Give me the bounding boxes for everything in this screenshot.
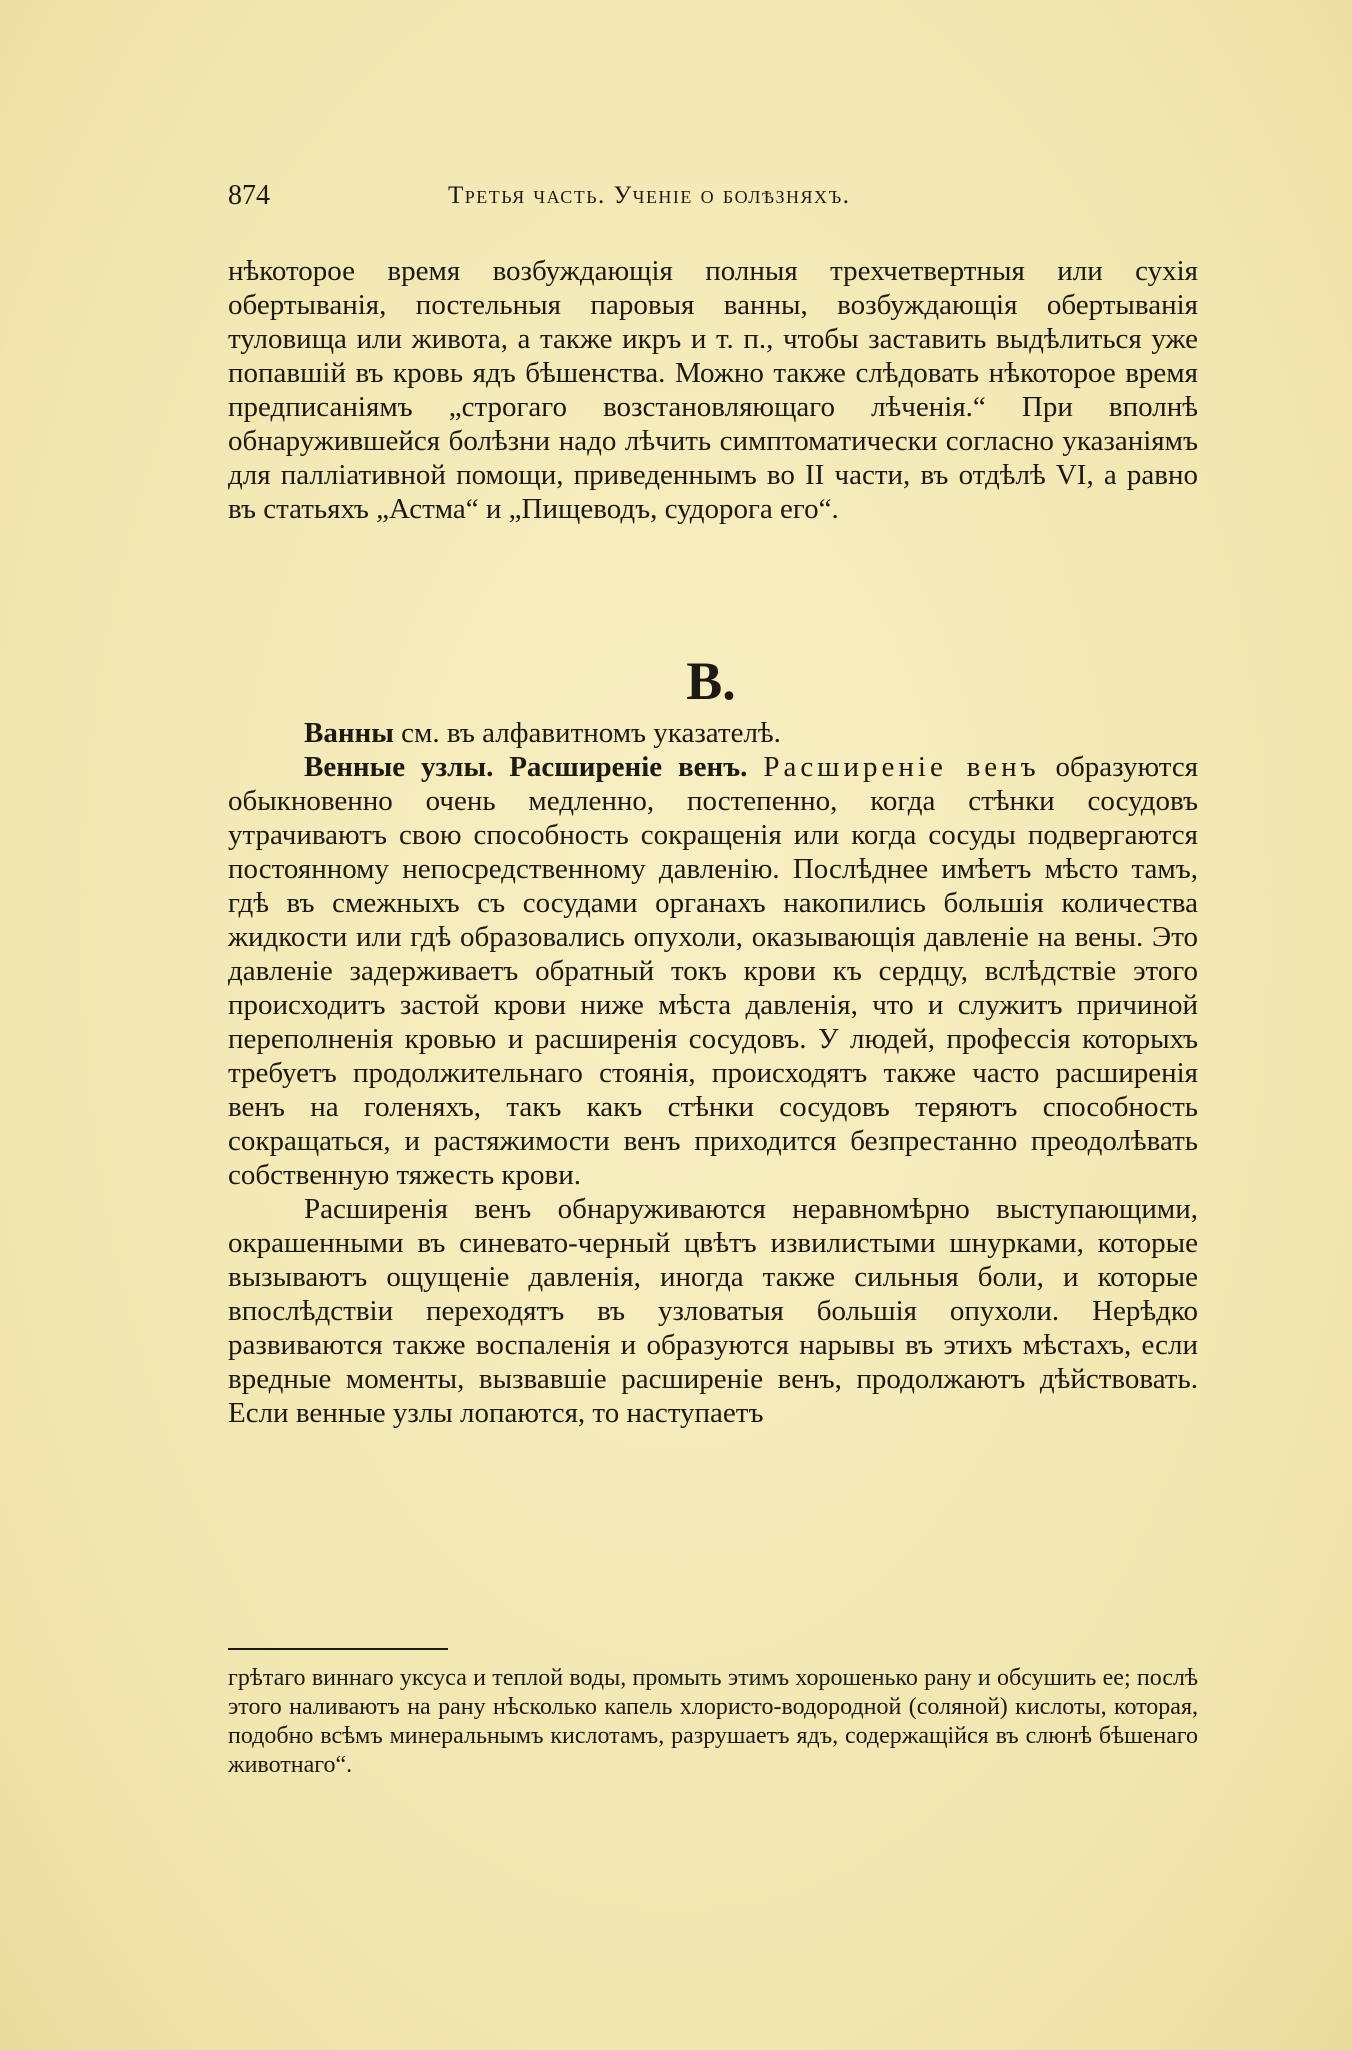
page-header: [228, 180, 1218, 220]
footnote: [228, 1664, 1198, 1780]
spaced-emphasis: Расширеніе венъ: [763, 751, 1040, 783]
footnote-text: грѣтаго виннаго уксуса и теплой воды, промыть этимъ хорошенько рану и обсушить ее; послѣ этого наливаютъ на рану нѣсколько капель хлористо-водородной (соляной) кислоты, которая, подобно всѣмъ минеральнымъ кислотамъ, разрушаетъ ядъ, содержащійся въ слюнѣ бѣшенаго животнаго“.: [228, 1665, 1198, 1778]
entry-term: Венные узлы. Расширеніе венъ.: [304, 751, 748, 783]
running-title: Третья часть. Ученіе о болѣзняхъ.: [448, 182, 851, 209]
section-heading: В.: [686, 651, 736, 711]
footnote-divider: [228, 1648, 448, 1650]
page-number: 874: [228, 180, 270, 211]
entry-text: см. въ алфавитномъ указателѣ.: [393, 717, 781, 749]
section-body: [228, 716, 1198, 1430]
paragraph-text: нѣкоторое время возбуждающія полныя трехчетвертныя или сухія обертыванія, постельныя паровыя ванны, возбуждающія обертыванія туловища или живота, а также икръ и т. п., чтобы заставить выдѣлиться уже попавшій въ кровь ядъ бѣшенства. Можно также слѣдовать нѣкоторое время предписаніямъ „строгаго возстановляющаго лѣченія.“ При вполнѣ обнаружившейся болѣзни надо лѣчить симптоматически согласно указаніямъ для палліативной помощи, приведеннымъ во II части, въ отдѣлѣ VI, а равно въ статьяхъ „Астма“ и „Пищеводъ, судорога его“.: [228, 255, 1198, 525]
entry-text: образуются обыкновенно очень медленно, постепенно, когда стѣнки сосудовъ утрачиваютъ свою способность сокращенія или когда сосуды подвергаются постоянному непосредственному давленію. Послѣднее имѣетъ мѣсто тамъ, гдѣ въ смежныхъ съ сосудами органахъ накопились большія количества жидкости или гдѣ образовались опухоли, оказывающія давленіе на вены. Это давленіе задерживаетъ обратный токъ крови къ сердцу, вслѣдствіе этого происходитъ застой крови ниже мѣста давленія, что и служитъ причиной переполненія кровью и расширенія сосудовъ. У людей, профессія которыхъ требуетъ продолжительнаго стоянія, происходятъ также часто расширенія венъ на голеняхъ, такъ какъ стѣнки сосудовъ теряютъ способность сокращаться, и растяжимости венъ приходится безпрестанно преодолѣвать собственную тяжесть крови.: [228, 751, 1199, 1191]
entry-term: Ванны: [304, 717, 394, 749]
entry-baths: [228, 716, 1198, 750]
continuation-paragraph: [228, 254, 1198, 526]
entry-varicose-veins: [228, 750, 1198, 1192]
paragraph-text: Расширенія венъ обнаруживаются неравномѣрно выступающими, окрашенными въ синевато-черный цвѣтъ извилистыми шнурками, которые вызываютъ ощущеніе давленія, иногда также сильныя боли, и которые впослѣдствіи переходятъ въ узловатыя большія опухоли. Нерѣдко развиваются также воспаленія и образуются нарывы въ этихъ мѣстахъ, если вредные моменты, вызвавшіе расширеніе венъ, продолжаютъ дѣйствовать. Если венные узлы лопаются, то наступаетъ: [228, 1193, 1198, 1429]
